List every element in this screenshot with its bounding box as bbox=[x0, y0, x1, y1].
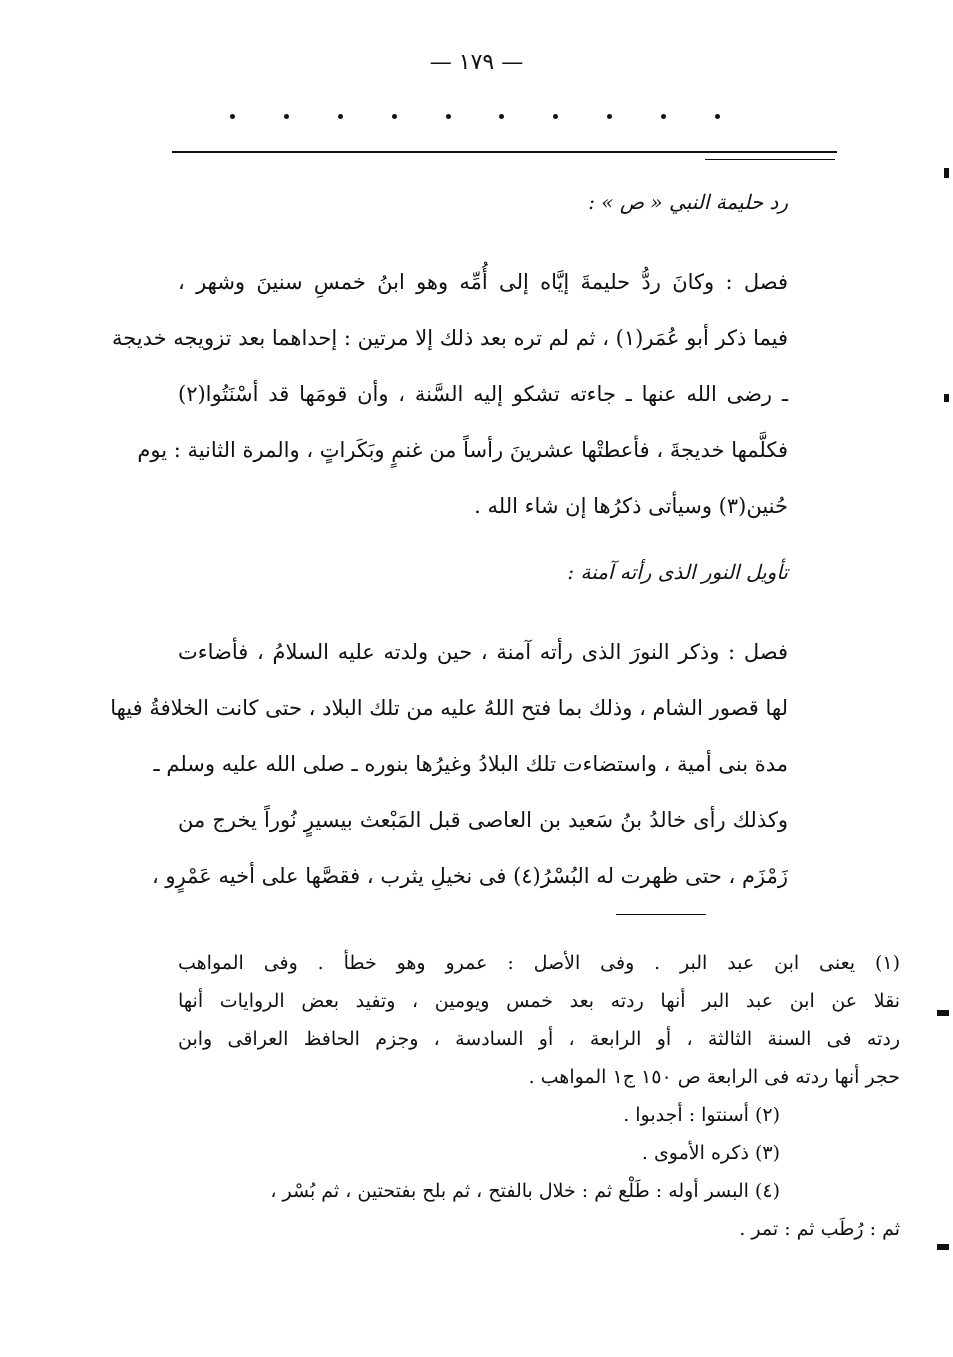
ornament-dot bbox=[284, 114, 289, 119]
page-number: — ١٧٩ — bbox=[429, 50, 524, 75]
paragraph-line: فكلَّمها خديجةَ ، فأعطتْها عشرينَ رأساً من غنمٍ وبَكَراتٍ ، والمرة الثانية : يوم bbox=[137, 438, 788, 462]
ornament-dot bbox=[661, 114, 666, 119]
margin-mark bbox=[944, 168, 949, 178]
header-rule-short bbox=[705, 159, 835, 160]
section-paragraph bbox=[110, 624, 788, 904]
footnote-line: نقلا عن ابن عبد البر أنها ردته بعد خمس ويومين ، وتفيد بعض الروايات أنها bbox=[178, 990, 900, 1012]
footnote-line: (٢) أسنتوا : أجدبوا . bbox=[623, 1104, 780, 1126]
ornament-dot bbox=[607, 114, 612, 119]
paragraph-line: زَمْزَم ، حتى ظهرت له البُسْرُ(٤) فى نخيلِ يثرب ، فقصَّها على أخيه عَمْرٍو ، bbox=[151, 864, 788, 888]
paragraph-line: حُنين(٣) وسيأتى ذكرُها إن شاء الله . bbox=[474, 494, 788, 518]
footnote-line: (١) يعنى ابن عبد البر . وفى الأصل : عمرو وهو خطأ . وفى المواهب bbox=[178, 952, 900, 974]
footnote-rule bbox=[616, 914, 706, 915]
section-heading: تأويل النور الذى رأته آمنة : bbox=[567, 560, 788, 584]
ornament-dot bbox=[392, 114, 397, 119]
margin-mark bbox=[944, 394, 949, 402]
paragraph-line: وكذلك رأى خالدُ بنُ سَعيد بن العاصى قبل المَبْعث بيسيرٍ نُوراً يخرج من bbox=[178, 808, 788, 832]
section-heading: رد حليمة النبي « ص » : bbox=[588, 190, 788, 214]
paragraph-line: فصل : وذكر النورَ الذى رأته آمنة ، حين ولدته عليه السلامُ ، فأضاءت bbox=[178, 640, 788, 664]
paragraph-line: فيما ذكر أبو عُمَر(١) ، ثم لم تره بعد ذلك إلا مرتين : إحداهما بعد تزويجه خديجة bbox=[111, 326, 788, 350]
paragraph-line: فصل : وكانَ ردُّ حليمةَ إيَّاه إلى أُمِّه وهو ابنُ خمسِ سنينَ وشهر ، bbox=[178, 270, 788, 294]
footnote-line: (٣) ذكره الأموى . bbox=[641, 1142, 780, 1164]
paragraph-line: مدة بنى أمية ، واستضاءت تلك البلادُ وغيرُها بنوره ـ صلى الله عليه وسلم ـ bbox=[153, 752, 788, 776]
margin-mark bbox=[937, 1244, 949, 1250]
ornament-dot bbox=[230, 114, 235, 119]
footnotes bbox=[178, 944, 900, 1248]
ornament-dot bbox=[553, 114, 558, 119]
section-paragraph bbox=[111, 254, 788, 534]
footnote-line: ثم : رُطَب ثم : تمر . bbox=[739, 1218, 900, 1240]
ornament-dot bbox=[446, 114, 451, 119]
ornament-dots bbox=[230, 114, 720, 130]
ornament-dot bbox=[338, 114, 343, 119]
margin-mark bbox=[937, 1010, 949, 1016]
ornament-dot bbox=[715, 114, 720, 119]
footnote-line: (٤) البسر أوله : طَلْع ثم : خلال بالفتح ، ثم بلح بفتحتين ، ثم بُسْر ، bbox=[270, 1180, 780, 1202]
header-rule bbox=[172, 151, 837, 153]
footnote-line: ردته فى السنة الثالثة ، أو الرابعة ، أو السادسة ، وجزم الحافظ العراقى وابن bbox=[178, 1028, 900, 1050]
paragraph-line: لها قصور الشام ، وذلك بما فتح اللهُ عليه من تلك البلاد ، حتى كانت الخلافةُ فيها bbox=[110, 696, 788, 720]
paragraph-line: ـ رضى الله عنها ـ جاءته تشكو إليه السَّنة ، وأن قومَها قد أسْنَتُوا(٢) bbox=[178, 382, 788, 406]
ornament-dot bbox=[499, 114, 504, 119]
footnote-line: حجر أنها ردته فى الرابعة ص ١٥٠ ج١ المواهب . bbox=[528, 1066, 900, 1088]
